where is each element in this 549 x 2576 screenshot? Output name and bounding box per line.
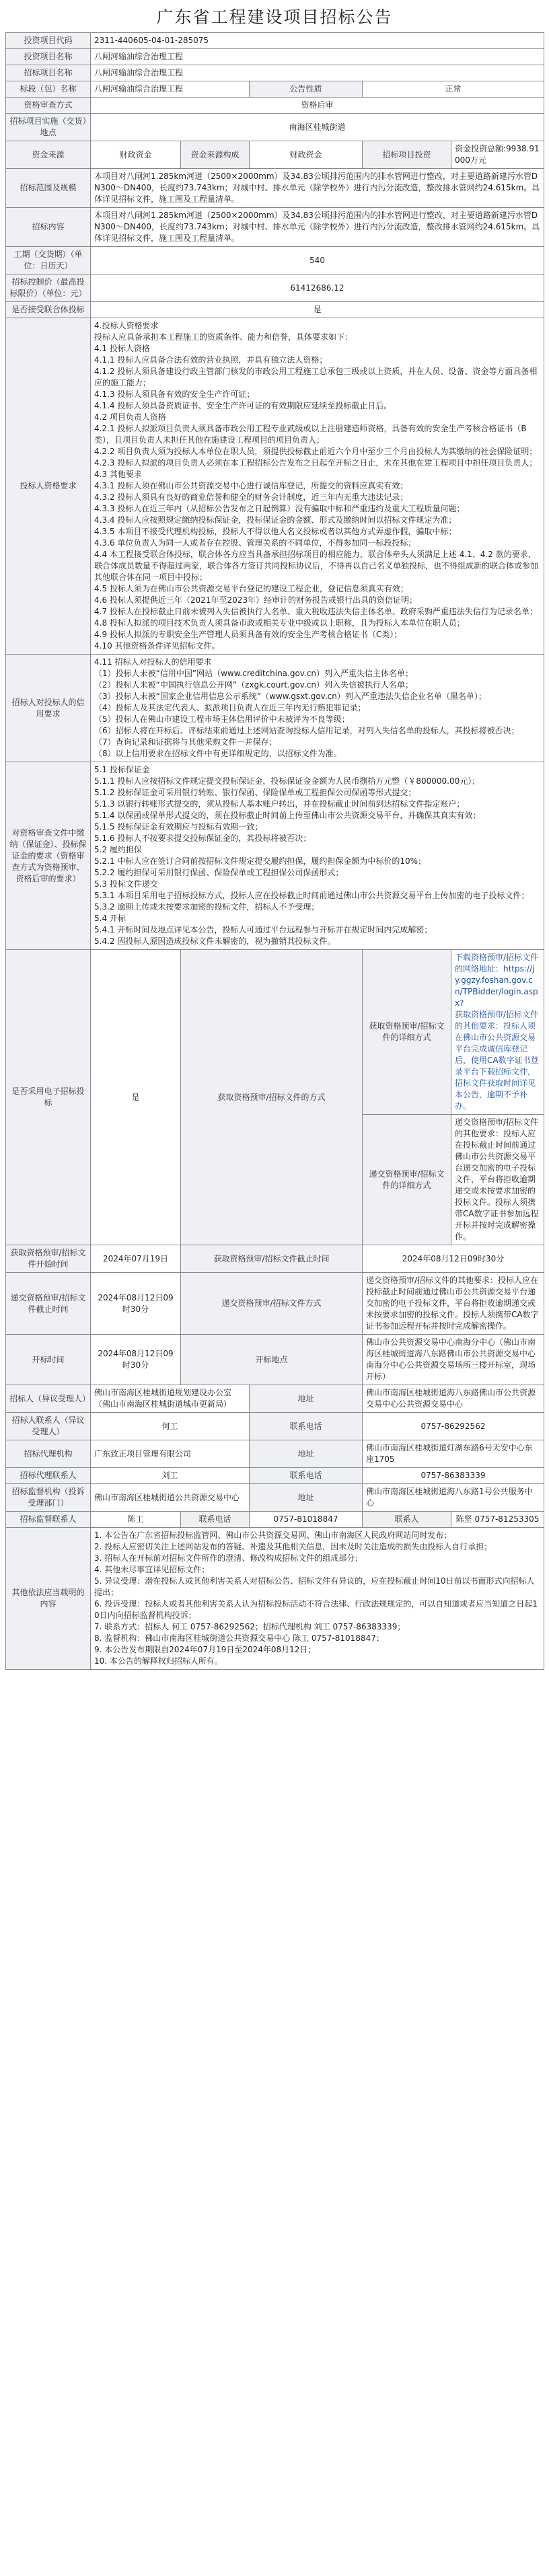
row-section [6, 81, 544, 98]
row-tenderer [6, 1385, 544, 1413]
announcement-sheet [5, 3, 544, 1670]
row-tender-project [6, 65, 544, 81]
project-name-value: 八闸河输油综合治理工程 [91, 49, 544, 65]
project-code-value: 2311-440605-04-01-285075 [91, 33, 544, 49]
row-supervisor [6, 1484, 544, 1512]
row-fund [6, 141, 544, 169]
row-agent-contact [6, 1468, 544, 1484]
other-label: 其他依法应当载明的内容 [6, 1528, 91, 1670]
electronic-value: 是 [91, 950, 181, 1245]
agent-address-label: 地址 [250, 1440, 363, 1468]
row-location [6, 114, 544, 141]
supervisor-contact-label: 招标监督联系人 [6, 1512, 91, 1528]
get-end-label: 获取资格预审/招标文件截止时间 [181, 1245, 363, 1273]
row-bidder-requirements [6, 318, 544, 655]
row-project-code [6, 33, 544, 49]
deadline-value: 2024年08月12日09时30分 [91, 1273, 181, 1335]
row-other [6, 1528, 544, 1670]
joint-label: 是否接受联合体投标 [6, 302, 91, 318]
content-label: 招标内容 [6, 208, 91, 247]
tender-project-label: 招标项目名称 [6, 65, 91, 81]
bidder-requirements-label: 投标人资格要求 [6, 318, 91, 655]
extra-contact-phone: 0757-81253305 [474, 1514, 540, 1524]
tenderer-contact-label: 招标人联系人（异议受理人） [6, 1413, 91, 1440]
credit-label: 招标人对投标人的信用要求 [6, 655, 91, 762]
row-credit [6, 655, 544, 762]
content-value: 本项目对八闸河1.285km河道（2500×2000mm）及34.83公顷排污范围内的排水管网进行整改，对主要道路新建污水管DN300～DN400，长度约73.743km；对城中村、排水单元（除学校外）进行内污分流改造，整改排水管网约24.615km。具体详见招标文件，施工图及工程量清单。 [91, 208, 544, 247]
announcement-nature-value: 正常 [363, 81, 544, 98]
investment-label: 招标项目投资 [363, 141, 451, 169]
agent-contact-label: 招标代理联系人 [6, 1468, 91, 1484]
section-name-value: 八闸河输油综合治理工程 [91, 81, 250, 98]
fund-composition-value: 财政资金 [250, 141, 363, 169]
agent-value: 广东致正项目管理有限公司 [91, 1440, 250, 1468]
supervisor-address-value: 佛山市南海区桂城街道海八东路1号公共服务中心 [363, 1484, 544, 1512]
other-value: 1. 本公告在广东省招标投标监管网、佛山市公共资源交易网、佛山市南海区人民政府网站同时发布； 2. 投标人应密切关注上述网站发布的答疑、补遗及其他相关信息，因未及时关注造成的损失由投标人自行承担； 3. 招标人在开标前对招标文件所作的澄清、修改构成招标文件的组成部分； 4. 其他未尽事宜详见招标文件； 5. 异议受理：潜在投标人或其他利害关系人对招标公告、招标文件有异议的，应在投标截止时间10日前以书面形式向招标人提出； 6. 投诉受理：投标人或者其他利害关系人认为招标投标活动不符合法律、行政法规规定的，可以自知道或者应当知道之日起10日内向招标监督机构投诉； 7. 联系方式：招标人 何工 0757-86292562；招标代理机构 刘工 0757-86383339； 8. 监督机构：佛山市南海区桂城街道公共资源交易中心 陈工 0757-81018847； 9. 本公告发布期限自2024年07月19日至2024年08月12日； 10. 本公告的解释权归招标人所有。 [91, 1528, 544, 1670]
agent-phone-label: 联系电话 [250, 1468, 363, 1484]
tenderer-phone-label: 联系电话 [250, 1413, 363, 1440]
agent-contact-value: 刘工 [91, 1468, 250, 1484]
get-end-value: 2024年08月12日09时30分 [363, 1245, 544, 1273]
row-get-time [6, 1245, 544, 1273]
row-duration [6, 247, 544, 274]
submit-method-label: 递交资格预审/招标文件方式 [181, 1273, 363, 1335]
project-name-label: 投资项目名称 [6, 49, 91, 65]
tender-project-value: 八闸河输油综合治理工程 [91, 65, 544, 81]
supervisor-label: 招标监督机构（投诉受理部门） [6, 1484, 91, 1512]
extra-contact-label: 联系人 [363, 1512, 451, 1528]
tenderer-value: 佛山市南海区桂城街道规划建设办公室（佛山市南海区桂城街道城市更新局） [91, 1385, 250, 1413]
row-control-price [6, 274, 544, 302]
announcement-table [5, 32, 544, 1670]
submit-detail-value: 递交资格预审/招标文件的其他要求：投标人应在投标截止时间前通过佛山市公共资源交易平台递交加密的电子投标文件，平台将拒收逾期递交或未按要求加密的投标文件。投标人须携带CA数字证书参加远程开标并按时完成解密操作。 [451, 1115, 544, 1245]
extra-contact-name: 陈坚 [455, 1514, 472, 1524]
open-place-label: 开标地点 [181, 1335, 363, 1385]
deadline-label: 递交资格预审/招标文件截止时间 [6, 1273, 91, 1335]
approval-value: 资格后审 [91, 98, 544, 114]
location-value: 南海区桂城街道 [91, 114, 544, 141]
tenderer-label: 招标人（异议受理人） [6, 1385, 91, 1413]
bid-doc-method-label: 获取资格预审/招标文件的方式 [181, 950, 363, 1245]
submit-method-value: 递交资格预审/招标文件的其他要求：投标人应在投标截止时间前通过佛山市公共资源交易平台递交加密的电子投标文件，平台将拒收逾期递交或未按要求加密的投标文件。投标人须携带CA数字证书参加远程开标并按时完成解密操作。 [363, 1273, 544, 1335]
credit-value: 4.11 招标人对投标人的信用要求 （1）投标人未被“信用中国”网站（www.creditchina.gov.cn）列入严重失信主体名单； （2）投标人未被“中国执行信息公开网”（zxgk.court.gov.cn）列入失信被执行人名单； （3）投标人未被“国家企业信用信息公示系统”（www.gsxt.gov.cn）列入严重违法失信企业名单（黑名单）； （4）投标人及其法定代表人、拟派项目负责人在近三年内无行贿犯罪记录； （5）投标人在佛山市建设工程市场主体信用评价中未被评为不良等级； （6）招标人将在开标后、评标结束前通过上述网站查询投标人信用记录，对列入失信名单的投标人，其投标将被否决； （7）查询记录和证据将与其他采购文件一并保存； （8）以上信用要求在招标文件中有更详细规定的，以招标文件为准。 [91, 655, 544, 762]
tenderer-address-label: 地址 [250, 1385, 363, 1413]
row-open [6, 1335, 544, 1385]
agent-label: 招标代理机构 [6, 1440, 91, 1468]
bidder-requirements-value: 4.投标人资格要求 投标人应具备承担本工程施工的资质条件、能力和信誉，具体要求如下： 4.1 投标人资格 4.1.1 投标人应具备合法有效的营业执照，并具有独立法人资格； 4.1.2 投标人须具备建设行政主管部门核发的市政公用工程施工总承包三级或以上资质，并在人员、设备、资金等方面具备相应的施工能力； 4.1.3 投标人须具备有效的安全生产许可证； 4.1.4 投标人须具备资质证书、安全生产许可证的有效期限应延续至投标截止日后。 4.2 项目负责人资格 4.2.1 投标人拟派项目负责人须具备市政公用工程专业贰级或以上注册建造师资格，具备有效的安全生产考核合格证书（B类），且项目负责人未担任其他在施建设工程项目的项目负责人； 4.2.2 项目负责人须为投标人本单位在职人员，须提供投标截止前近六个月中至少三个月由投标人为其缴纳的社会保险证明； 4.2.3 投标人拟派的项目负责人必须在本工程招标公告发布之日起至开标之日止，未在其他在建工程项目中担任项目负责人； 4.3 其他要求 4.3.1 投标人须在佛山市公共资源交易中心进行诚信库登记，所提交的资料应真实有效； 4.3.2 投标人须具有良好的商业信誉和健全的财务会计制度，近三年内无重大违法记录； 4.3.3 投标人在近三年内（从招标公告发布之日起倒算）没有骗取中标和严重违约及重大工程质量问题； 4.3.4 投标人应按照规定缴纳投标保证金，投标保证金的金额、形式及缴纳时间以招标文件规定为准； 4.3.5 本项目不接受代理机构投标，投标人不得以他人名义投标或者以其他方式弄虚作假，骗取中标； 4.3.6 单位负责人为同一人或者存在控股、管理关系的不同单位，不得参加同一标段投标； 4.4 本工程接受联合体投标，联合体各方应当具备承担招标项目的相应能力，联合体牵头人须满足上述 4.1、4.2 款的要求，联合体成员数量不得超过两家，联合体各方签订共同投标协议后，不得再以自己名义单独投标，也不得组成新的联合体或参加其他联合体在同一项目中投标； 4.5 投标人须为在佛山市公共资源交易平台登记的建设工程企业，登记信息须真实有效； 4.6 投标人须提供近三年（2021年至2023年）经审计的财务报告或银行出具的资信证明； 4.7 投标人在投标截止日前未被列入失信被执行人名单、重大税收违法失信主体名单、政府采购严重违法失信行为记录名单； 4.8 投标人拟派的项目技术负责人须具备市政或相关专业中级或以上职称，且为投标人本单位在职人员； 4.9 投标人拟派的专职安全生产管理人员须具备有效的安全生产考核合格证书（C类）； 4.10 其他资格条件详见招标文件。 [91, 318, 544, 655]
open-time-value: 2024年08月12日09时30分 [91, 1335, 181, 1385]
scope-value: 本项目对八闸河1.285km河道（2500×2000mm）及34.83公顷排污范围内的排水管网进行整改，对主要道路新建污水管DN300～DN400，长度约73.743km；对城中村、排水单元（除学校外）进行内污分流改造，整改排水管网约24.615km。具体详见招标文件，施工图及工程量清单。 [91, 169, 544, 208]
supervisor-address-label: 地址 [250, 1484, 363, 1512]
duration-value: 540 [91, 247, 544, 274]
row-scope [6, 169, 544, 208]
get-start-label: 获取资格预审/招标文件开始时间 [6, 1245, 91, 1273]
row-qualification-docs [6, 762, 544, 950]
row-agent [6, 1440, 544, 1468]
get-method-detail-value[interactable]: 下载资格预审/招标文件的网络地址：https://jy.ggzy.foshan.gov.cn/TPBidder/login.aspx? 获取资格预审/招标文件的其他要求：投标人须在佛山市公共资源交易平台完成诚信库登记后，使用CA数字证书登录平台下载招标文件，招标文件获取时间详见本公告，逾期不予补办。 [451, 950, 544, 1115]
investment-value: 资金投资总额:9938.91000万元 [451, 141, 544, 169]
control-price-label: 招标控制价（最高投标限价）（单位：元） [6, 274, 91, 302]
electronic-label: 是否采用电子招标投标 [6, 950, 91, 1245]
project-code-label: 投资项目代码 [6, 33, 91, 49]
open-time-label: 开标时间 [6, 1335, 91, 1385]
tenderer-phone-value: 0757-86292562 [363, 1413, 544, 1440]
fund-source-value: 财政资金 [91, 141, 181, 169]
control-price-value: 61412686.12 [91, 274, 544, 302]
supervisor-phone-label: 联系电话 [181, 1512, 250, 1528]
scope-label: 招标范围及规模 [6, 169, 91, 208]
submit-detail-label: 递交资格预审/招标文件的详细方式 [363, 1115, 451, 1245]
duration-label: 工期（交货期）（单位：日历天） [6, 247, 91, 274]
row-deadline [6, 1273, 544, 1335]
fund-composition-label: 资金来源构成 [181, 141, 250, 169]
get-start-value: 2024年07月19日 [91, 1245, 181, 1273]
extra-contact-value [451, 1512, 544, 1528]
qualification-docs-label: 对资格审查文件中缴纳（保证金）、投标保证金的要求（资格审查方式为资格预审、资格后审的要求） [6, 762, 91, 950]
supervisor-phone-value: 0757-81018847 [250, 1512, 363, 1528]
row-tenderer-contact [6, 1413, 544, 1440]
open-place-value: 佛山市公共资源交易中心南海分中心（佛山市南海区桂城街道海八东路佛山市公共资源交易中心南海分中心公共资源交易场所三楼开标室，现场开标） [363, 1335, 544, 1385]
row-project-name [6, 49, 544, 65]
supervisor-value: 佛山市南海区桂城街道公共资源交易中心 [91, 1484, 250, 1512]
row-electronic [6, 950, 544, 1115]
agent-address-value: 佛山市南海区桂城街道灯湖东路6号天安中心东座1705 [363, 1440, 544, 1468]
tenderer-address-value: 佛山市南海区桂城街道海八东路佛山市公共资源交易中心公共资源交易中心 [363, 1385, 544, 1413]
joint-value: 是 [91, 302, 544, 318]
location-label: 招标项目实施（交货）地点 [6, 114, 91, 141]
approval-label: 资格审查方式 [6, 98, 91, 114]
announcement-nature-label: 公告性质 [250, 81, 363, 98]
get-method-detail-label: 获取资格预审/招标文件的详细方式 [363, 950, 451, 1115]
row-supervisor-contact [6, 1512, 544, 1528]
qualification-docs-value: 5.1 投标保证金 5.1.1 投标人应按招标文件规定提交投标保证金，投标保证金金额为人民币捌拾万元整（￥800000.00元）； 5.1.2 投标保证金可采用银行转账、银行保函、保险保单或工程担保公司保函等形式提交； 5.1.3 以银行转账形式提交的，须从投标人基本账户转出，并在投标截止时间前到达招标文件指定账户； 5.1.4 以保函或保单形式提交的，须在投标截止时间前上传至佛山市公共资源交易平台，并确保其真实有效； 5.1.5 投标保证金有效期应与投标有效期一致； 5.1.6 投标人不按要求提交投标保证金的，其投标将被否决； 5.2 履约担保 5.2.1 中标人应在签订合同前按招标文件规定提交履约担保，履约担保金额为中标价的10%； 5.2.2 履约担保可采用银行保函、保险保单或工程担保公司保函形式； 5.3 投标文件递交 5.3.1 本项目采用电子招标投标方式，投标人应在投标截止时间前通过佛山市公共资源交易平台上传加密的电子投标文件； 5.3.2 逾期上传或未按要求加密的投标文件，招标人不予受理； 5.4 开标 5.4.1 开标时间及地点详见本公告，投标人可通过平台远程参与开标并在规定时间内完成解密； 5.4.2 因投标人原因造成投标文件未解密的，视为撤销其投标文件。 [91, 762, 544, 950]
section-name-label: 标段（包）名称 [6, 81, 91, 98]
row-approval [6, 98, 544, 114]
row-content [6, 208, 544, 247]
row-joint [6, 302, 544, 318]
agent-phone-value: 0757-86383339 [363, 1468, 544, 1484]
supervisor-contact-value: 陈工 [91, 1512, 181, 1528]
tenderer-contact-value: 何工 [91, 1413, 250, 1440]
fund-source-label: 资金来源 [6, 141, 91, 169]
page-title: 广东省工程建设项目招标公告 [156, 7, 393, 27]
